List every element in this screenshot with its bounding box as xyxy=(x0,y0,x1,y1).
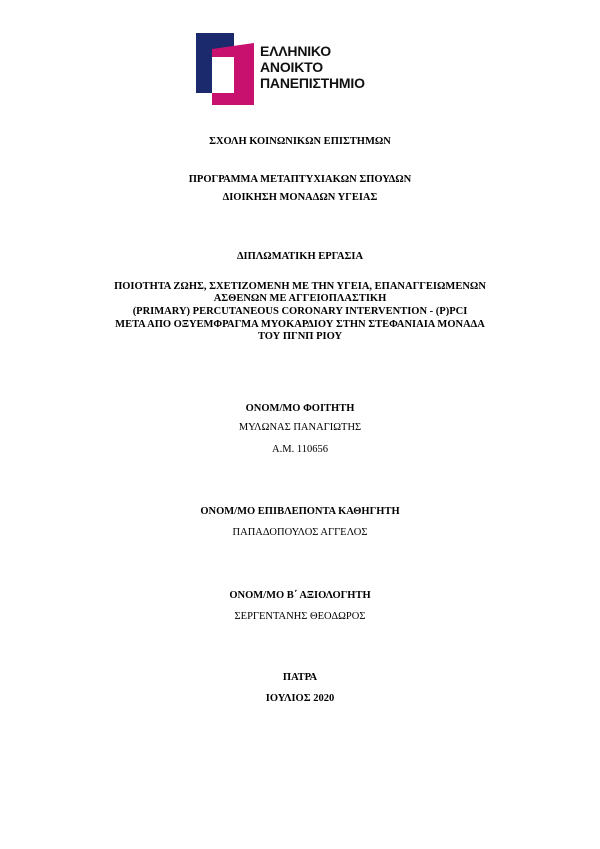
student-name: ΜΥΛΩΝΑΣ ΠΑΝΑΓΙΩΤΗΣ xyxy=(238,422,362,433)
city: ΠΑΤΡΑ xyxy=(282,672,318,683)
program-name: ΠΡΟΓΡΑΜΜΑ ΜΕΤΑΠΤΥΧΙΑΚΩΝ ΣΠΟΥΔΩΝ xyxy=(188,174,412,185)
logo-line-1: ΕΛΛΗΝΙΚΟ xyxy=(260,43,331,59)
thesis-type: ΔΙΠΛΩΜΑΤΙΚΗ ΕΡΓΑΣΙΑ xyxy=(236,251,364,262)
logo-wordmark xyxy=(260,43,365,91)
program-subject: ΔΙΟΙΚΗΣΗ ΜΟΝΑΔΩΝ ΥΓΕΙΑΣ xyxy=(222,192,378,203)
student-id: Α.Μ. 110656 xyxy=(272,444,328,455)
date: ΙΟΥΛΙΟΣ 2020 xyxy=(265,693,335,704)
second-examiner-heading: ΟΝΟΜ/ΜΟ Β΄ ΑΞΙΟΛΟΓΗΤΗ xyxy=(229,590,371,601)
thesis-title-line-5: ΤΟΥ ΠΓΝΠ ΡΙΟΥ xyxy=(257,331,343,342)
thesis-title-line-1: ΠΟΙΟΤΗΤΑ ΖΩΗΣ, ΣΧΕΤΙΖΟΜΕΝΗ ΜΕ ΤΗΝ ΥΓΕΙΑ, ΕΠΑΝΑΓΓΕΙΩΜΕΝΩΝ xyxy=(114,281,486,292)
supervisor-heading: ΟΝΟΜ/ΜΟ ΕΠΙΒΛΕΠΟΝΤΑ ΚΑΘΗΓΗΤΗ xyxy=(200,506,400,517)
thesis-title-line-3: (PRIMARY) PERCUTANEOUS CORONARY INTERVENTION - (P)PCI xyxy=(132,306,468,317)
school-name: ΣΧΟΛΗ ΚΟΙΝΩΝΙΚΩΝ ΕΠΙΣΤΗΜΩΝ xyxy=(209,136,391,147)
supervisor-name: ΠΑΠΑΔΟΠΟΥΛΟΣ ΑΓΓΕΛΟΣ xyxy=(232,527,368,538)
second-examiner-name: ΣΕΡΓΕΝΤΑΝΗΣ ΘΕΟΔΩΡΟΣ xyxy=(234,611,366,622)
logo-line-3: ΠΑΝΕΠΙΣΤΗΜΙΟ xyxy=(260,75,365,91)
logo-line-2: ΑΝΟΙΚΤΟ xyxy=(260,59,323,75)
student-heading: ΟΝΟΜ/ΜΟ ΦΟΙΤΗΤΗ xyxy=(245,403,355,414)
logo-mark-icon xyxy=(196,33,254,105)
thesis-title-line-2: ΑΣΘΕΝΩΝ ΜΕ ΑΓΓΕΙΟΠΛΑΣΤΙΚΗ xyxy=(213,293,387,304)
thesis-title-line-4: ΜΕΤΑ ΑΠΟ ΟΞΥΕΜΦΡΑΓΜΑ ΜΥΟΚΑΡΔΙΟΥ ΣΤΗΝ ΣΤΕΦΑΝΙΑΙΑ ΜΟΝΑΔΑ xyxy=(115,319,485,330)
university-logo xyxy=(196,33,366,105)
